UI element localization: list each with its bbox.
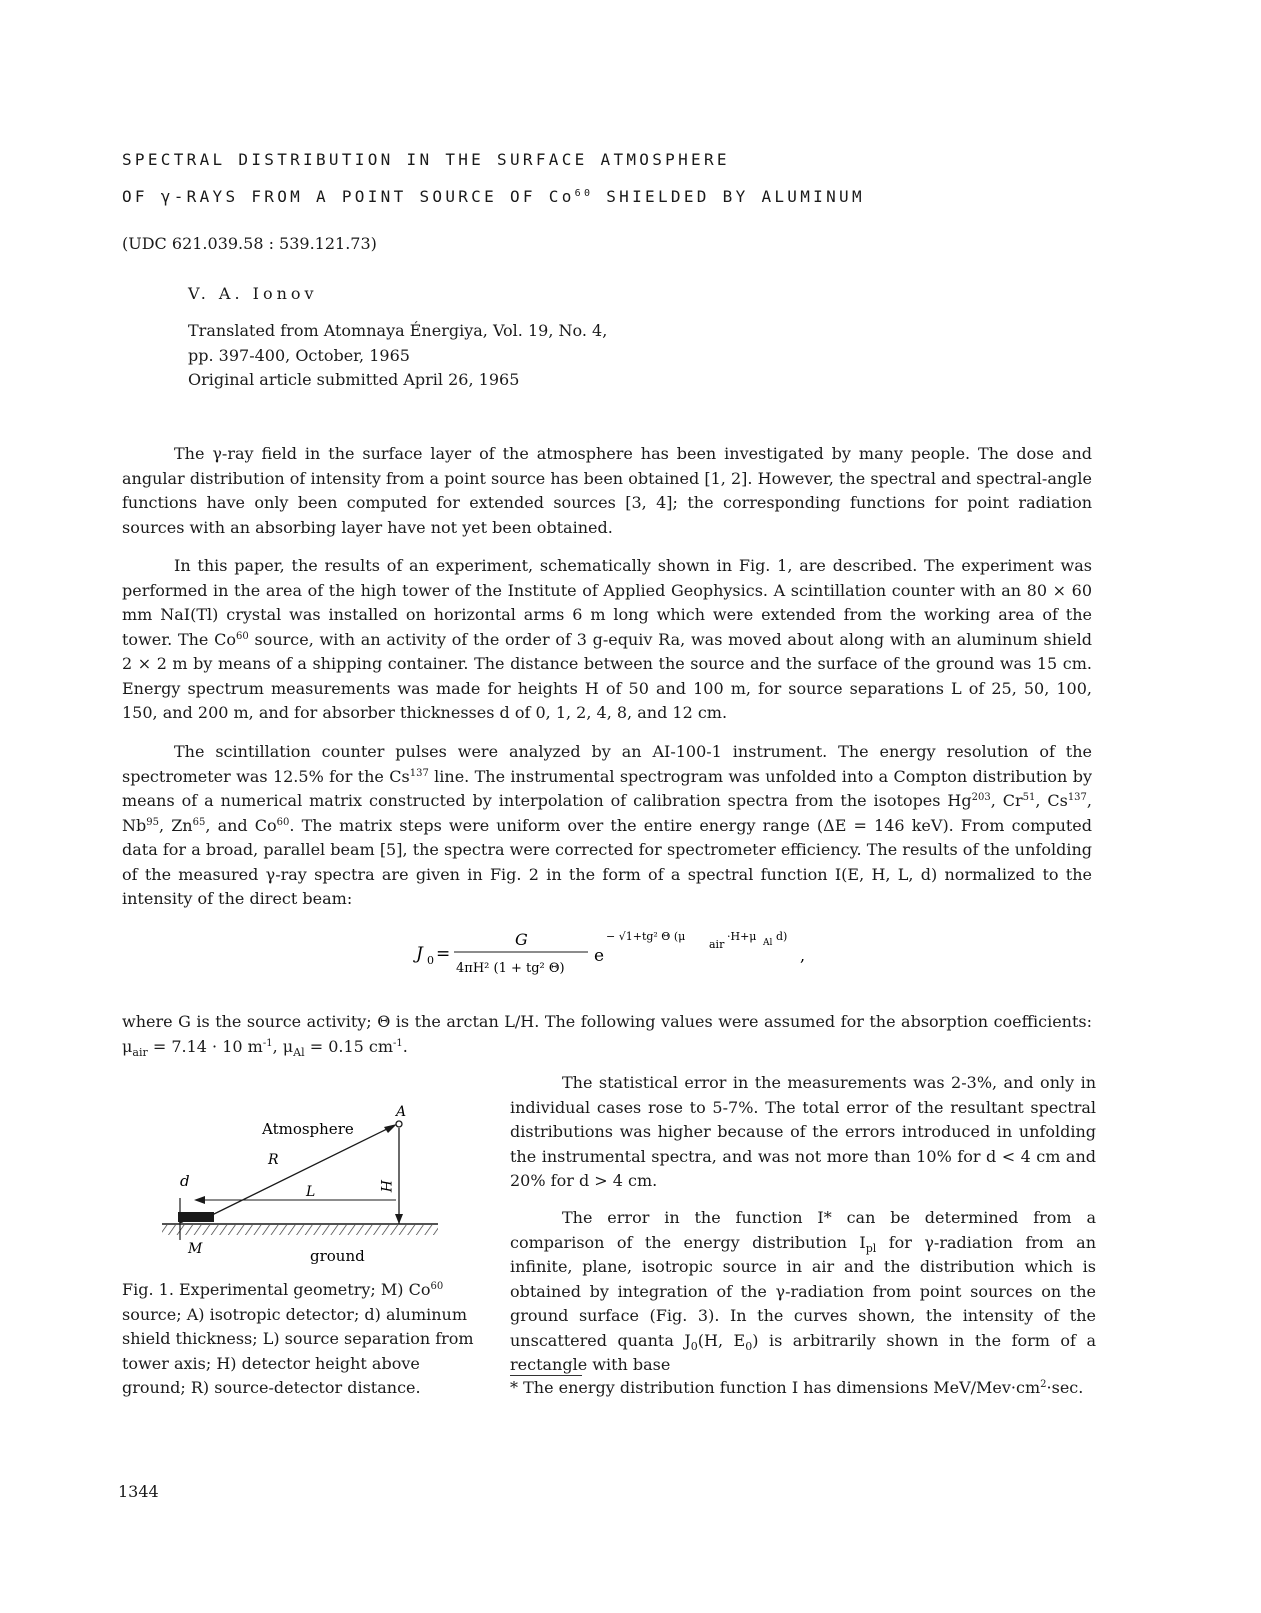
para3-sup7: 60 — [276, 816, 290, 828]
para3-sup3: 51 — [1022, 792, 1036, 803]
udc-code: (UDC 621.039.58 : 539.121.73) — [122, 234, 377, 253]
para2-sup: 60 — [236, 630, 249, 642]
ground-label: ground — [310, 1247, 365, 1265]
height-arrowhead — [395, 1214, 403, 1224]
para3-sup2: 203 — [971, 792, 991, 803]
para3-sup6: 65 — [192, 816, 206, 828]
paragraph-5: The statistical error in the measurements was 2-3%, and only in individual cases rose to 5-7%. The total error of the resultant spectral distributions was higher because of the errors introduced in unfolding the instrumental spectra, and was not more than 10% for d < 4 cm and 20% for d > 4 cm. — [510, 1073, 1096, 1190]
para4-c: , μ — [272, 1036, 294, 1056]
separation-arrowhead — [194, 1196, 205, 1204]
footnote-b: ·sec. — [1046, 1378, 1084, 1397]
label-r: R — [268, 1152, 279, 1168]
para2-b: source, with an activity of the order of 3 g-equiv Ra, was moved about along with an aluminum shield 2 × 2 m by means of a shipping container. The distance between the source and the surface of the ground was 15 cm. Energy spectrum measurements was made for heights H of 50 and 100 m, for source separations L of 25, 50, 100, 150, and 200 m, and for absorber thicknesses d of 0, 1, 2, 4, 8, and 12 cm. — [122, 629, 1092, 722]
para2-a: In this paper, the results of an experiment, schematically shown in Fig. 1, are described. The experiment was performed in the area of the high tower of the Institute of Applied Geophysics. A scintillation counter with an 80 × 60 mm NaI(Tl) crystal was installed on horizontal arms 6 m long which were extended from the working area of the tower. The Co — [122, 556, 1092, 649]
para4-sup2: -1 — [393, 1037, 403, 1049]
translation-line-1: Translated from Atomnaya Énergiya, Vol. 19, No. 4, — [188, 321, 608, 340]
footnote-rule — [510, 1375, 582, 1376]
para3-f: , Zn — [158, 815, 193, 835]
formula-lhs: J — [416, 944, 423, 964]
title-line-1-text: SPECTRAL DISTRIBUTION IN THE SURFACE ATMOSPHERE — [122, 150, 730, 169]
formula-base: e — [594, 946, 605, 966]
formula-j0 — [410, 925, 830, 981]
translation-line-2: pp. 397-400, October, 1965 — [188, 346, 410, 365]
footnote — [510, 1378, 1083, 1397]
formula-lhs-sub: 0 — [427, 954, 434, 967]
para3-g: , and Co — [205, 815, 277, 835]
page-number: 1344 — [118, 1482, 159, 1501]
caption-a: Fig. 1. Experimental geometry; M) Co — [122, 1280, 431, 1299]
paragraph-3 — [122, 740, 1092, 912]
para3-c: , Cr — [990, 791, 1023, 810]
title-line-1 — [122, 150, 730, 169]
source-dot — [178, 1217, 184, 1223]
para6-b: for γ-radiation from an infinite, plane, isotropic source in air and the distribution which is obtained by integration of the γ-radiation from point sources on the ground surface (Fig. 3). In the curves shown, the intensity of the unscattered quanta J — [510, 1232, 1097, 1350]
formula-eq: = — [436, 944, 451, 964]
formula-exp-mid: ·H+μ — [727, 930, 757, 943]
para3-sup4: 137 — [1067, 792, 1087, 803]
para4-d: = 0.15 cm — [304, 1036, 394, 1056]
title-sup: 60 — [574, 188, 594, 199]
formula-exp-end: d) — [776, 930, 788, 943]
formula-exponent: − √1+tg² Θ (μ — [606, 930, 686, 943]
para4-e: . — [402, 1036, 408, 1056]
para3-h: . The matrix steps were uniform over the entire energy range (ΔE = 146 keV). From computed data for a broad, parallel beam [5], the spectra were corrected for spectrometer efficiency. The results of the unfolding of the measured γ-ray spectra are given in Fig. 2 in the form of a spectral function I(E, H, L, d) normalized to the intensity of the direct beam: — [122, 815, 1093, 908]
title-line-2-post: SHIELDED BY ALUMINUM — [593, 187, 865, 206]
para6-a: The error in the function I* can be determined from a comparison of the energy distribution I — [510, 1208, 1096, 1252]
label-d: d — [180, 1172, 190, 1190]
source-detector-line — [212, 1127, 391, 1215]
para3-sup5: 95 — [146, 816, 159, 828]
translation-line-3: Original article submitted April 26, 1965 — [188, 370, 520, 389]
para6-c: (H, E — [697, 1330, 746, 1350]
para4-sub2: Al — [293, 1045, 305, 1059]
paragraph-2 — [122, 554, 1092, 726]
para6-d: ) is arbitrarily shown in the form of a rectangle with base — [510, 1330, 1097, 1374]
author: V. A. Ionov — [188, 284, 318, 303]
para4-sup1: -1 — [262, 1037, 273, 1049]
para3-sup1: 137 — [409, 767, 429, 779]
paragraph-4 — [122, 1010, 1092, 1059]
formula-numerator: G — [515, 930, 528, 949]
paragraph-6 — [510, 1206, 1096, 1378]
para3-b: line. The instrumental spectrogram was unfolded into a Compton distribution by means of a numerical matrix constructed by interpolation of calibration spectra from the isotopes Hg — [122, 766, 1092, 810]
label-l: L — [306, 1184, 316, 1200]
footnote-sup: 2 — [1040, 1379, 1047, 1390]
formula-denominator: 4πH² (1 + tg² Θ) — [456, 961, 565, 976]
para4-sub1: air — [132, 1045, 148, 1059]
para6-sub1: pl — [865, 1241, 877, 1255]
formula-exp-sub1: air — [709, 938, 725, 951]
title-line-2 — [122, 187, 865, 206]
label-m: M — [188, 1241, 203, 1257]
detector-marker — [396, 1121, 402, 1127]
atmosphere-label: Atmosphere — [262, 1120, 354, 1138]
label-a: A — [396, 1104, 407, 1120]
footnote-a: * The energy distribution function I has dimensions MeV/Mev·cm — [510, 1378, 1041, 1397]
formula-exp-sub2: Al — [763, 938, 773, 948]
ground-hatching — [162, 1225, 438, 1235]
formula-comma: , — [800, 946, 806, 965]
para6-sub2: 0 — [690, 1339, 698, 1353]
figure-1-caption — [122, 1278, 488, 1401]
caption-b: source; A) isotropic detector; d) aluminum shield thickness; L) source separation from tower axis; H) detector height above ground; R) source-detector distance. — [122, 1304, 474, 1397]
para4-b: = 7.14 · 10 m — [147, 1036, 263, 1056]
para3-a: The scintillation counter pulses were analyzed by an AI-100-1 instrument. The energy resolution of the spectrometer was 12.5% for the Cs — [122, 742, 1092, 786]
para3-e: , Nb — [122, 791, 1092, 835]
title-line-2-pre: OF γ-RAYS FROM A POINT SOURCE OF Co — [122, 187, 575, 206]
caption-sup: 60 — [430, 1281, 444, 1292]
ray-arrowhead — [384, 1124, 397, 1133]
figure-1-geometry — [160, 1100, 450, 1272]
para4-a: where G is the source activity; Θ is the arctan L/H. The following values were assumed for the absorption coefficients: μ — [122, 1012, 1092, 1056]
label-h: H — [377, 1180, 393, 1193]
para6-sub3: 0 — [745, 1339, 753, 1353]
paragraph-1: The γ-ray field in the surface layer of the atmosphere has been investigated by many people. The dose and angular distribution of intensity from a point source has been obtained [1, 2]. However, the spectral and spectral-angle functions have only been computed for extended sources [3, 4]; the corresponding functions for point radiation sources with an absorbing layer have not yet been obtained. — [122, 444, 1092, 537]
para3-d: , Cs — [1035, 791, 1068, 810]
